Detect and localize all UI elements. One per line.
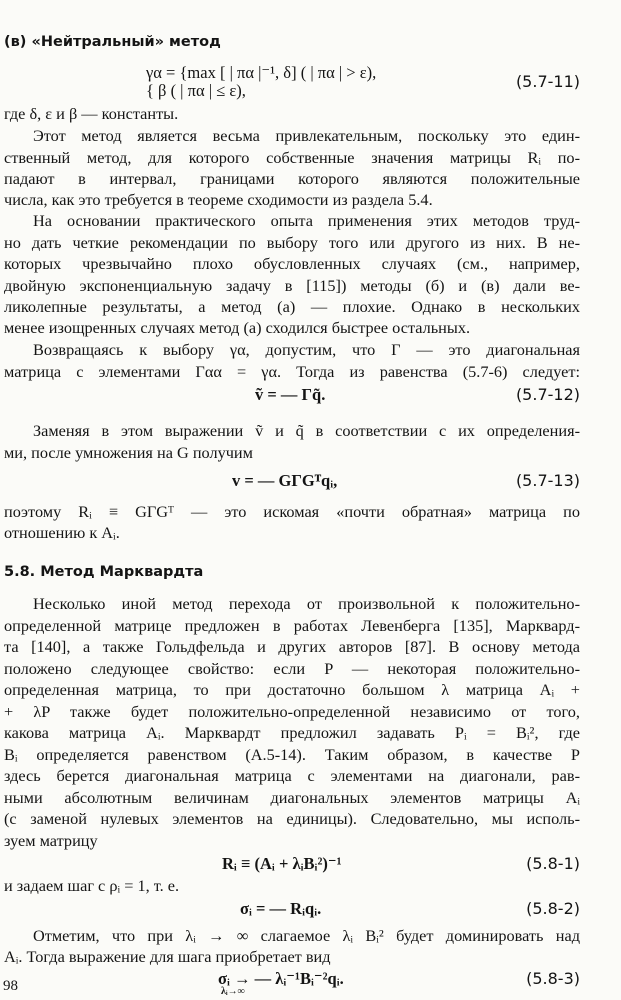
page-number: 98 bbox=[3, 978, 18, 994]
text-line: На основании практического опыта применения этих методов труд- bbox=[33, 211, 580, 230]
text-line: какова матрица Aᵢ. Марквардт предложил задавать Pᵢ = Bᵢ², где bbox=[4, 723, 580, 742]
text-line: которых чрезвычайно плохо обусловленных случаях (см., например, bbox=[4, 254, 580, 273]
text-line: Bᵢ определяется равенством (A.5-14). Таким образом, в качестве P bbox=[4, 745, 580, 764]
text-line: определенной матрице предложен в работах Левенберга [135], Марквард- bbox=[4, 616, 580, 635]
equation-5-7-12: ṽ = — Γq̃. bbox=[255, 385, 326, 404]
equation-5-8-3-limit: λᵢ→∞ bbox=[221, 986, 245, 997]
equation-number: (5.7-11) bbox=[515, 72, 580, 91]
section-heading-marquardt: 5.8. Метод Марквардта bbox=[4, 564, 204, 580]
text-line: + λP также будет положительно-определенной независимо от того, bbox=[4, 702, 580, 721]
text-line: определенная матрица, то при достаточно большом λ матрица Aᵢ + bbox=[4, 680, 580, 699]
equation-number: (5.7-12) bbox=[515, 385, 580, 404]
equation-number: (5.8-3) bbox=[526, 969, 580, 988]
text-line: Этот метод является весьма привлекательным, поскольку это един- bbox=[33, 126, 580, 145]
text-line: ликолепные результаты, а метод (а) — плохие. Однако в нескольких bbox=[4, 297, 580, 316]
text-line: положено следующее свойство: если P — некоторая положительно- bbox=[4, 659, 580, 678]
equation-number: (5.8-2) bbox=[526, 899, 580, 918]
text-line: Отметим, что при λᵢ → ∞ слагаемое λᵢ Bᵢ² будет доминировать над bbox=[33, 926, 580, 945]
text-line: ственный метод, для которого собственные значения матрицы Rᵢ по- bbox=[4, 148, 580, 167]
text-line: здесь берется диагональная матрица с элементами на диагонали, рав- bbox=[4, 766, 580, 785]
equation-5-7-13: v = — GΓGᵀqᵢ, bbox=[232, 471, 338, 490]
text-line: Несколько иной метод перехода от произвольной к положительно- bbox=[33, 594, 580, 613]
text-line: зуем матрицу bbox=[4, 831, 98, 850]
text-line: двойную экспоненциальную задачу в [115]) методы (б) и (в) дали ве- bbox=[4, 276, 580, 295]
text-line: та [140], а также Гольдфельда и других авторов [87]. В основу метода bbox=[4, 637, 580, 656]
equation-5-8-2: σᵢ = — Rᵢqᵢ. bbox=[240, 899, 322, 918]
text-line: падают в интервал, границами которого являются положительные bbox=[4, 169, 580, 188]
text-line: ми, после умножения на G получим bbox=[4, 443, 253, 462]
text-line: менее изощренных случаях метод (а) сходился быстрее остальных. bbox=[4, 318, 471, 337]
text-line: ными абсолютным величинам диагональных элементов матрицы Aᵢ bbox=[4, 788, 580, 807]
subsection-heading-neutral-method: (в) «Нейтральный» метод bbox=[4, 34, 221, 50]
equation-number: (5.7-13) bbox=[515, 471, 580, 490]
text-line: (с заменой нулевых элементов на единицы). Следовательно, мы исполь- bbox=[4, 809, 580, 828]
text-line: отношению к Aᵢ. bbox=[4, 523, 120, 542]
text-line: поэтому Rᵢ ≡ GΓGᵀ — это искомая «почти обратная» матрица по bbox=[4, 502, 580, 521]
text-line: матрица с элементами Γαα = γα. Тогда из равенства (5.7-6) следует: bbox=[4, 362, 580, 381]
equation-5-8-1: Rᵢ ≡ (Aᵢ + λᵢBᵢ²)⁻¹ bbox=[222, 854, 342, 873]
text-line: Aᵢ. Тогда выражение для шага приобретает вид bbox=[4, 947, 331, 966]
text-line: Возвращаясь к выбору γα, допустим, что Γ — это диагональная bbox=[33, 340, 580, 359]
text-line: и задаем шаг с ρᵢ = 1, т. е. bbox=[4, 876, 180, 895]
equation-5-7-11-line2: { β ( | πα | ≤ ε), bbox=[146, 81, 246, 100]
text-line: но дать четкие рекомендации по выбору того или другого из них. В не- bbox=[4, 233, 580, 252]
text-line: Заменяя в этом выражении ṽ и q̃ в соответствии с их определения- bbox=[33, 421, 580, 440]
equation-5-7-11-line1: γα = {max [ | πα |⁻¹, δ] ( | πα | > ε), bbox=[146, 63, 377, 82]
text-line: числа, как это требуется в теореме сходимости из раздела 5.4. bbox=[4, 190, 433, 209]
equation-number: (5.8-1) bbox=[526, 854, 580, 873]
text-line: где δ, ε и β — константы. bbox=[4, 104, 179, 123]
equation-5-8-3: σᵢ → — λᵢ⁻¹Bᵢ⁻²qᵢ. bbox=[218, 969, 344, 988]
